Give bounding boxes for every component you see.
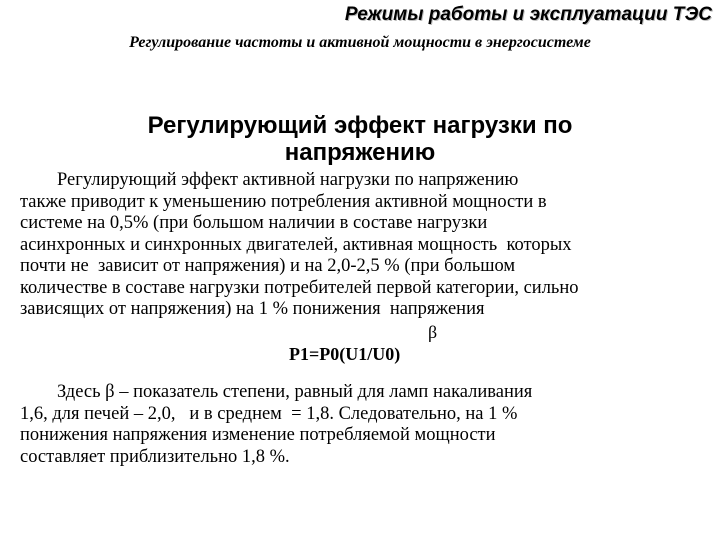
- header-title: Режимы работы и эксплуатации ТЭС: [344, 4, 712, 25]
- paragraph-line: 1,6, для печей – 2,0, и в среднем = 1,8. Следовательно, на 1 %: [20, 403, 518, 424]
- paragraph-line: системе на 0,5% (при большом наличии в составе нагрузки: [20, 213, 488, 233]
- paragraph-line: почти не зависит от напряжения) и на 2,0-2,5 % (при большом: [20, 256, 516, 276]
- paragraph-line: зависящих от напряжения) на 1 % понижения напряжения: [20, 299, 485, 319]
- paragraph-line: Регулирующий эффект активной нагрузки по напряжению: [20, 170, 519, 190]
- header-subtitle: Регулирование частоты и активной мощности в энергосистеме: [129, 34, 591, 51]
- slide-title-line: Регулирующий эффект нагрузки по: [147, 112, 573, 139]
- paragraph-line: составляет приблизительно 1,8 %.: [20, 446, 290, 467]
- paragraph-line: асинхронных и синхронных двигателей, активная мощность которых: [20, 234, 572, 255]
- paragraph-line: также приводит к уменьшению потребления активной мощности в: [20, 191, 547, 212]
- paragraph-2: [20, 382, 532, 468]
- formula: P1=P0(U1/U0): [289, 344, 401, 364]
- slide-title-line: напряжению: [284, 139, 436, 166]
- formula-exponent: β: [428, 322, 438, 342]
- paragraph-line: Здесь β – показатель степени, равный для ламп накаливания: [20, 382, 533, 402]
- paragraph-line: количестве в составе нагрузки потребителей первой категории, сильно: [20, 277, 579, 298]
- slide-title: [60, 112, 660, 166]
- paragraph-line: понижения напряжения изменение потребляемой мощности: [20, 425, 496, 445]
- paragraph-1: [20, 170, 579, 321]
